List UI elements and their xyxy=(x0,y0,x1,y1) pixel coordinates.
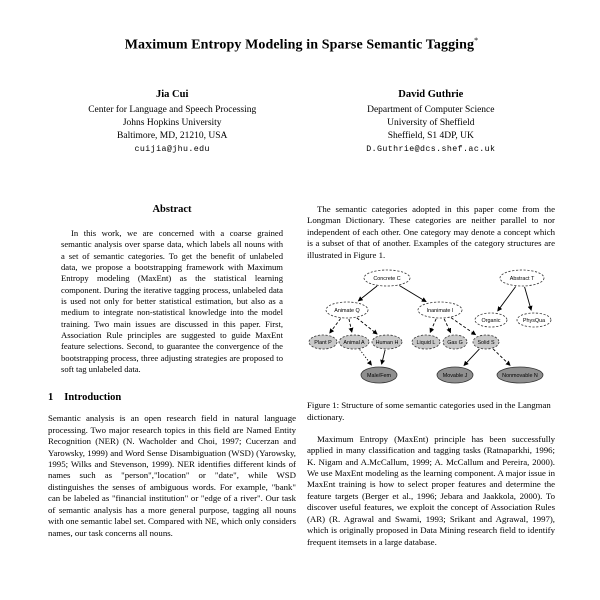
svg-text:Animate Q: Animate Q xyxy=(334,307,360,314)
tree-node-solid xyxy=(473,335,499,349)
tree-node-animal xyxy=(339,335,369,349)
tree-edge-abstract-physqua xyxy=(525,287,532,310)
title-footnote-marker: * xyxy=(474,36,479,45)
right-paragraph-2: Maximum Entropy (MaxEnt) principle has been successfully applied in many classification and tagging tasks (Ratnaparkhi, 1996; K. Nigam and A.McCallum, 1999; A. McCallum and Pereira, 2000). We use MaxEnt modeling as the learning component. A major issue in MaxEnt training is how to select proper features and determine the feature targets (Berger et al., 1996; Jebara and Jaakkola, 2000). To discover useful features, we exploit the concept of Association Rules (AR) (R. Agrawal and Swami, 1993; Srikant and Agrawal, 1997), which is originally proposed in Data Mining research field to identify frequent itemsets in a large database. xyxy=(307,433,555,547)
tree-node-abstract xyxy=(500,270,544,286)
author-block-jia-cui xyxy=(48,88,296,156)
author-affiliation-line: Sheffield, S1 4DP, UK xyxy=(387,131,474,142)
figure1 xyxy=(307,267,555,424)
svg-text:Animal A: Animal A xyxy=(343,339,365,346)
section-number: 1 xyxy=(48,392,54,404)
tree-node-movable xyxy=(437,367,473,383)
svg-text:Human H: Human H xyxy=(375,339,399,346)
tree-edge-animate-plant xyxy=(330,319,341,334)
tree-node-human xyxy=(372,335,402,349)
svg-text:Solid S: Solid S xyxy=(477,339,495,346)
tree-edge-solid-movable xyxy=(464,349,479,365)
paper-title xyxy=(48,36,555,54)
author-email: D.Guthrie@dcs.shef.ac.uk xyxy=(366,145,496,155)
svg-text:Abstract T: Abstract T xyxy=(509,275,535,282)
tree-node-gas xyxy=(443,335,467,349)
svg-text:Movable J: Movable J xyxy=(442,372,468,379)
section-title: Introduction xyxy=(64,392,122,404)
introduction-paragraph: Semantic analysis is an open research field in natural language processing. Two major research topics in this field are Named Entity Recognition (NER) (N. Wacholder and Choi, 1997; Cucerzan and Yarowsky, 1999) and Word Sense Disambiguation (WSD) (Yarowsky, 1995; Wilks and Stevenson, 1999). NER identifies different kinds of names such as "person","location" or "date", while WSD distinguishes the senses of ambiguous words. For example, "bank" can be labeled as "financial institution" or "edge of a river". Our task of semantic analysis has a more general purpose, tagging all nouns with one semantic label set. Compared with NE, which only considers names, our task concerns all nouns. xyxy=(48,413,296,538)
figure1-caption: Figure 1: Structure of some semantic categories used in the Langman dictionary. xyxy=(307,400,551,422)
tree-node-physqua xyxy=(517,313,551,327)
tree-node-inanimate xyxy=(418,302,462,318)
tree-node-concrete xyxy=(364,270,410,286)
abstract-heading: Abstract xyxy=(152,203,192,215)
author-affiliation-line: Johns Hopkins University xyxy=(122,118,222,129)
tree-edge-inanimate-solid xyxy=(451,318,476,335)
tree-edge-human-malefem xyxy=(382,350,385,364)
svg-text:Plant P: Plant P xyxy=(314,339,332,346)
author-block-david-guthrie xyxy=(307,88,555,156)
tree-node-animate xyxy=(326,302,368,318)
author-affiliation-line: Center for Language and Speech Processing xyxy=(88,105,257,116)
svg-text:Gas G: Gas G xyxy=(447,339,463,346)
author-name: David Guthrie xyxy=(398,88,464,100)
tree-edge-animal-malefem xyxy=(360,349,372,365)
tree-edge-inanimate-gas xyxy=(444,319,450,333)
svg-text:Liquid L: Liquid L xyxy=(416,339,436,346)
section-heading-introduction xyxy=(48,392,296,403)
author-name: Jia Cui xyxy=(156,88,189,100)
abstract-text: In this work, we are concerned with a coarse grained semantic analysis over sparse data, which labels all nouns with a set of semantic categories. To get the benefit of unlabeled data, we propose a bootstrapping framework with Maximum Entropy modeling (MaxEnt) as the statistical learning component. During the iterative tagging process, unlabeled data is used not only for better statistical estimation, but also as a medium to integrate non-statistical knowledge into the model training. Two main issues are discussed in this paper. First, Association Rule principles are suggested to guide MaxEnt feature selections. Second, to guarantee the convergence of the bootstrapping process, three adjusting strategies are proposed to soft tag unlabeled data. xyxy=(61,227,283,375)
left-column xyxy=(48,204,296,548)
tree-edge-abstract-organic xyxy=(498,287,516,311)
svg-text:PhysQua: PhysQua xyxy=(522,317,546,324)
two-column-body xyxy=(48,204,555,548)
author-email: cuijia@jhu.edu xyxy=(134,145,210,155)
tree-edge-animate-animal xyxy=(349,319,352,332)
tree-edge-concrete-inanimate xyxy=(399,285,426,301)
tree-node-liquid xyxy=(412,335,440,349)
author-affiliation-line: University of Sheffield xyxy=(387,118,475,129)
svg-text:Organic: Organic xyxy=(481,317,501,324)
paper-title-text: Maximum Entropy Modeling in Sparse Semantic Tagging xyxy=(124,37,475,53)
figure1-category-tree-diagram xyxy=(307,267,557,395)
tree-edge-inanimate-liquid xyxy=(430,319,436,333)
tree-node-nonmovable xyxy=(497,367,543,383)
svg-text:Inanimate I: Inanimate I xyxy=(426,307,454,314)
right-paragraph-1: The semantic categories adopted in this paper come from the Longman Dictionary. These categories are neither parallel to nor independent of each other. One category may denote a concept which is a subset of that of another. Examples of the category structures are illustrated in Figure 1. xyxy=(307,203,555,260)
tree-node-plant xyxy=(309,335,337,349)
tree-node-organic xyxy=(475,313,507,327)
tree-edge-animate-human xyxy=(357,318,377,334)
author-blocks xyxy=(48,88,555,156)
author-affiliation-line: Department of Computer Science xyxy=(367,105,495,116)
svg-text:Male/Fem: Male/Fem xyxy=(367,372,391,379)
right-column xyxy=(307,204,555,548)
author-affiliation-line: Baltimore, MD, 21210, USA xyxy=(117,131,228,142)
tree-edge-solid-nonmovable xyxy=(493,349,510,366)
svg-text:Concrete C: Concrete C xyxy=(373,275,401,282)
svg-text:Nonmovable N: Nonmovable N xyxy=(502,372,538,379)
tree-node-malefem xyxy=(361,367,397,383)
tree-edge-concrete-animate xyxy=(358,286,377,301)
